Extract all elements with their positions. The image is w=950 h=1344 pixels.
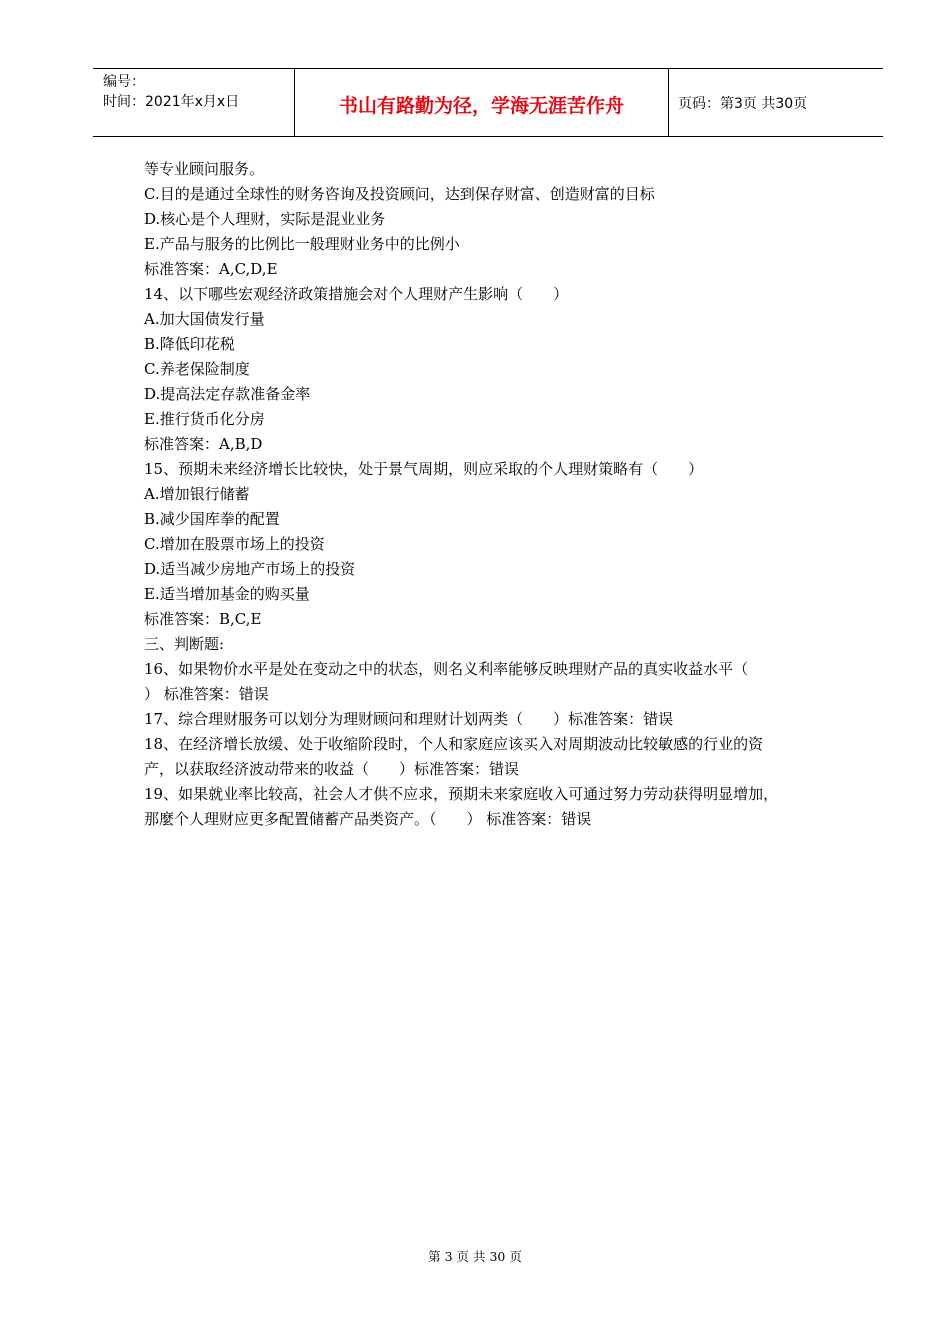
answer-line: 标准答案：A,C,D,E	[144, 260, 278, 278]
option-line: C.养老保险制度	[144, 360, 250, 378]
option-line: B.减少国库拳的配置	[144, 510, 280, 528]
header-slogan: 书山有路勤为径，学海无涯苦作舟	[338, 95, 624, 117]
question-line: ） 标准答案：错误	[144, 685, 269, 703]
answer-line: 标准答案：A,B,D	[144, 435, 263, 453]
question-line: 15、预期未来经济增长比较快，处于景气周期，则应采取的个人理财策略有（ ）	[144, 460, 704, 478]
question-line: 产，以获取经济波动带来的收益（ ）标准答案：错误	[144, 760, 520, 778]
option-line: D.提高法定存款准备金率	[144, 385, 311, 403]
header-info-cell	[93, 69, 294, 136]
option-line: E.适当增加基金的购买量	[144, 585, 310, 603]
page-code: 页码：第3页 共30页	[678, 96, 808, 112]
option-line: D.适当减少房地产市场上的投资	[144, 560, 356, 578]
text-line: E.产品与服务的比例比一般理财业务中的比例小	[144, 235, 460, 253]
number-label: 编号：	[103, 74, 145, 90]
question-line: 14、以下哪些宏观经济政策措施会对个人理财产生影响（ ）	[144, 285, 569, 303]
time-label: 时间：2021年x月x日	[103, 94, 240, 110]
option-line: A.加大国债发行量	[144, 310, 265, 328]
page-footer: 第 3 页 共 30 页	[428, 1249, 522, 1264]
option-line: E.推行货币化分房	[144, 410, 265, 428]
header-page-cell	[668, 69, 883, 136]
page-header	[93, 68, 883, 137]
question-line: 那麼个人理财应更多配置储蓄产品类资产。（ ） 标准答案：错误	[144, 810, 592, 828]
section-heading: 三、判断题:	[144, 635, 225, 653]
question-line: 17、综合理财服务可以划分为理财顾问和理财计划两类（ ）标准答案：错误	[144, 710, 674, 728]
question-line: 16、如果物价水平是处在变动之中的状态，则名义利率能够反映理财产品的真实收益水平（	[144, 660, 749, 678]
option-line: A.增加银行储蓄	[144, 485, 250, 503]
text-line: C.目的是通过全球性的财务咨询及投资顾问，达到保存财富、创造财富的目标	[144, 185, 655, 203]
question-line: 18、在经济增长放缓、处于收缩阶段时，个人和家庭应该买入对周期波动比较敏感的行业的资	[144, 735, 764, 753]
option-line: B.降低印花税	[144, 335, 235, 353]
text-line: 等专业顾问服务。	[144, 160, 265, 178]
text-line: D.核心是个人理财，实际是混业业务	[144, 210, 386, 228]
header-slogan-cell	[294, 69, 669, 136]
question-line: 19、如果就业率比较高，社会人才供不应求，预期未来家庭收入可通过努力劳动获得明显增加，	[144, 785, 779, 803]
document-body	[144, 157, 844, 832]
option-line: C.增加在股票市场上的投资	[144, 535, 325, 553]
answer-line: 标准答案：B,C,E	[144, 610, 262, 628]
